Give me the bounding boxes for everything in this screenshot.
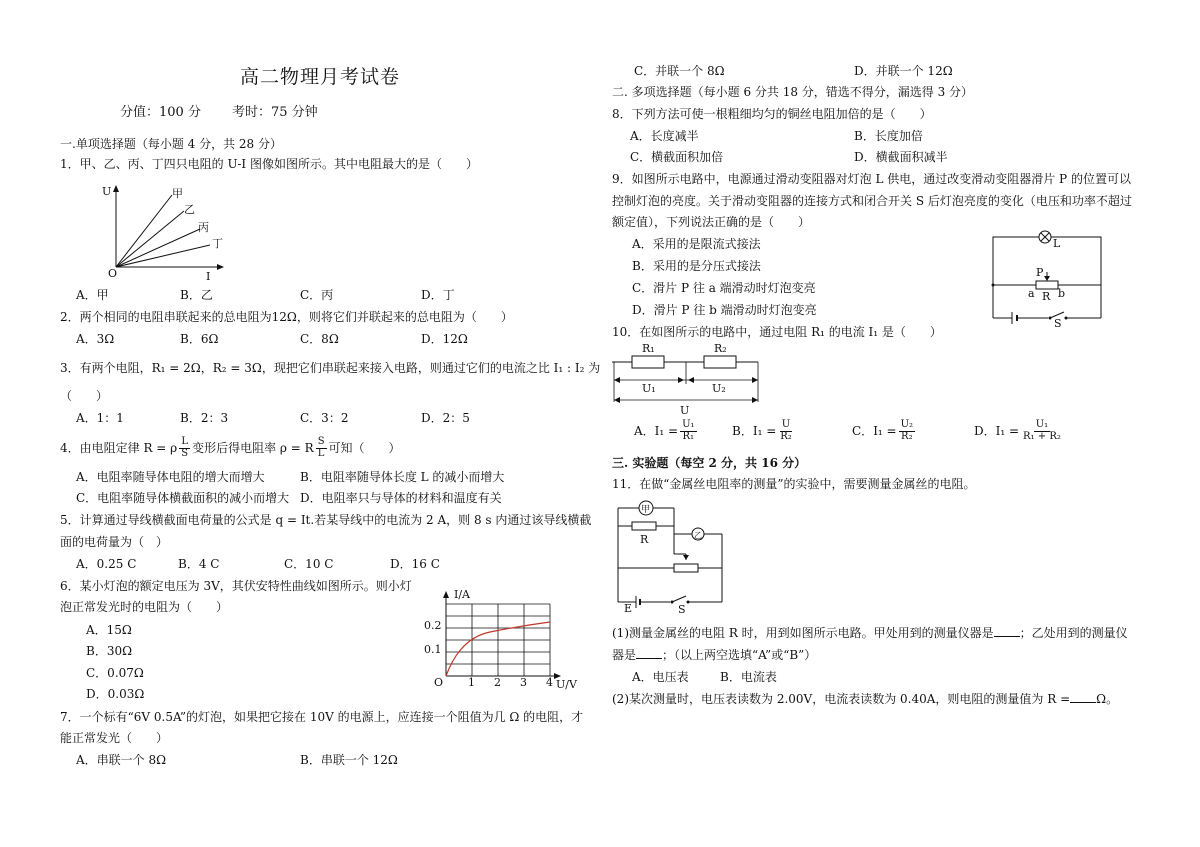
q10-text: 10．在如图所示的电路中，通过电阻 R₁ 的电流 I₁ 是（ ） bbox=[612, 325, 942, 339]
q3-option-d[interactable]: D．2：5 bbox=[421, 411, 470, 425]
q1-option-c[interactable]: C．丙 bbox=[300, 288, 334, 302]
q6-option-d[interactable]: D．0.03Ω bbox=[86, 687, 145, 701]
q10-d-frac bbox=[1021, 420, 1063, 442]
q4-option-c[interactable]: C．电阻率随导体横截面积的减小而增大 bbox=[76, 491, 290, 505]
q6-x-tick-4: 4 bbox=[546, 676, 553, 689]
q4-frac2-den: L bbox=[317, 447, 325, 459]
q8-option-a[interactable]: A．长度减半 bbox=[630, 129, 699, 143]
q10-a-label: A． bbox=[634, 424, 655, 438]
q11-p1-text-b: ；乙处用到的测量仪 bbox=[1019, 626, 1128, 640]
q11-p1-text-d: ；（以上两空选填“A”或“B”） bbox=[662, 648, 817, 662]
q8-option-d[interactable]: D．横截面积减半 bbox=[854, 150, 948, 164]
q10-b-lhs: I₁ = bbox=[752, 424, 777, 438]
q9-circuit bbox=[988, 228, 1106, 328]
q6-y-tick-02: 0.2 bbox=[424, 619, 442, 632]
q6-y-tick-01: 0.1 bbox=[424, 643, 442, 656]
q7-option-d[interactable]: D．并联一个 12Ω bbox=[854, 64, 953, 78]
q11-p1-text-a: (1)测量金属丝的电阻 R 时，用到如图所示电路。甲处用到的测量仪器是 bbox=[612, 626, 994, 640]
q1-origin: O bbox=[108, 267, 118, 280]
q10-c-label: C． bbox=[852, 424, 874, 438]
q9-line2: 控制灯泡的亮度。关于滑动变阻器的连接方式和闭合开关 S 后灯泡亮度的变化（电压和功率不超过 bbox=[612, 194, 1132, 208]
q10-a-num: U₁ bbox=[682, 419, 695, 430]
q1-line-ding: 丁 bbox=[212, 237, 223, 250]
q9-option-d[interactable]: D．滑片 P 往 b 端滑动时灯泡变亮 bbox=[632, 303, 817, 317]
q4-option-b[interactable]: B．电阻率随导体长度 L 的减小而增大 bbox=[300, 470, 505, 484]
q9-end-b: b bbox=[1058, 287, 1066, 300]
section2-heading: 二. 多项选择题（每小题 6 分共 18 分，错选不得分，漏选得 3 分） bbox=[612, 85, 974, 99]
q4-frac1-den: S bbox=[181, 447, 189, 459]
q11-e-label: E bbox=[624, 602, 633, 615]
q11-part1-line2 bbox=[612, 649, 816, 661]
q10-option-c[interactable] bbox=[852, 420, 917, 442]
q6-x-tick-1: 1 bbox=[468, 676, 475, 689]
q9-option-a[interactable]: A．采用的是限流式接法 bbox=[632, 237, 761, 251]
q10-b-den: R₂ bbox=[780, 430, 792, 442]
q2-option-d[interactable]: D．12Ω bbox=[421, 332, 468, 346]
q11-text: 11．在做“金属丝电阻率的测量”的实验中，需要测量金属丝的电阻。 bbox=[612, 477, 976, 491]
q11-jia-label: 甲 bbox=[641, 505, 651, 515]
exam-score: 分值：100 分 bbox=[120, 105, 201, 120]
q11-part2 bbox=[612, 693, 1118, 705]
q4-frac-1 bbox=[179, 437, 190, 459]
q8-option-b[interactable]: B．长度加倍 bbox=[854, 129, 923, 143]
q4-option-a[interactable]: A．电阻率随导体电阻的增大而增大 bbox=[76, 470, 265, 484]
q10-a-den: R₁ bbox=[682, 430, 695, 442]
q4-text-b: 变形后得电阻率 ρ = R bbox=[192, 441, 314, 455]
q3-option-b[interactable]: B．2：3 bbox=[180, 411, 229, 425]
q10-c-frac bbox=[899, 420, 915, 442]
q10-option-a[interactable] bbox=[634, 420, 699, 442]
q10-d-lhs: I₁ = bbox=[995, 424, 1020, 438]
q5-line2: 面的电荷量为（ ） bbox=[60, 535, 169, 549]
q11-blank-3[interactable] bbox=[1070, 693, 1096, 703]
q10-d-num: U₁ bbox=[1035, 419, 1049, 430]
q6-x-tick-2: 2 bbox=[494, 676, 501, 689]
q10-d-den: R₁ + R₂ bbox=[1023, 430, 1061, 442]
q9-line1: 9．如图所示电路中，电源通过滑动变阻器对灯泡 L 供电，通过改变滑动变阻器滑片 P 的位置可以 bbox=[612, 172, 1131, 186]
q4-text bbox=[60, 437, 401, 459]
section3-heading: 三. 实验题（每空 2 分，共 16 分） bbox=[612, 456, 807, 470]
q10-c-lhs: I₁ = bbox=[873, 424, 897, 438]
q10-circuit bbox=[612, 340, 762, 418]
q3-paren: （ ） bbox=[60, 389, 109, 403]
q6-origin: O bbox=[434, 676, 444, 689]
q4-frac-2 bbox=[316, 437, 327, 459]
exam-title: 高二物理月考试卷 bbox=[240, 66, 401, 88]
q2-text: 2．两个相同的电阻串联起来的总电阻为12Ω，则将它们并联起来的总电阻为（ ） bbox=[60, 310, 513, 324]
q6-x-tick-3: 3 bbox=[520, 676, 527, 689]
q9-end-a: a bbox=[1028, 287, 1035, 300]
q3-option-a[interactable]: A．1：1 bbox=[76, 411, 124, 425]
q10-b-label: B． bbox=[732, 424, 753, 438]
q10-r2-label: R₂ bbox=[714, 342, 727, 355]
q1-option-d[interactable]: D．丁 bbox=[421, 288, 455, 302]
q4-text-c: 可知（ ） bbox=[328, 441, 401, 455]
q1-axis-i: I bbox=[206, 270, 211, 283]
q10-c-den: R₂ bbox=[901, 430, 913, 442]
q11-p2-text-a: (2)某次测量时，电压表读数为 2.00V，电流表读数为 0.40A，则电阻的测量值为 R = bbox=[612, 692, 1071, 706]
q11-blank-2[interactable] bbox=[636, 649, 662, 659]
q1-ui-graph bbox=[100, 183, 240, 283]
q10-b-frac bbox=[778, 420, 794, 442]
q4-option-d[interactable]: D．电阻率只与导体的材料和温度有关 bbox=[300, 491, 502, 505]
q7-line1: 7．一个标有“6V 0.5A”的灯泡，如果把它接在 10V 的电源上，应连接一个阻值为几 Ω 的电阻，才 bbox=[60, 710, 584, 724]
q10-option-d[interactable] bbox=[974, 420, 1065, 442]
q9-option-b[interactable]: B．采用的是分压式接法 bbox=[632, 259, 761, 273]
q9-switch-label: S bbox=[1054, 317, 1062, 330]
q4-frac1-num: L bbox=[181, 436, 188, 447]
q7-option-b[interactable]: B．串联一个 12Ω bbox=[300, 753, 398, 767]
q5-option-c[interactable]: C．10 C bbox=[284, 557, 334, 571]
q11-option-a[interactable]: A．电压表 bbox=[632, 670, 689, 684]
q11-blank-1[interactable] bbox=[994, 627, 1020, 637]
q1-line-yi: 乙 bbox=[184, 203, 195, 216]
exam-time: 考时：75 分钟 bbox=[232, 105, 318, 120]
q2-option-b[interactable]: B．6Ω bbox=[180, 332, 219, 346]
q6-line1: 6．某小灯泡的额定电压为 3V，其伏安特性曲线如图所示。则小灯 bbox=[60, 579, 412, 593]
q6-line2: 泡正常发光时的电阻为（ ） bbox=[60, 600, 229, 614]
q5-option-b[interactable]: B．4 C bbox=[178, 557, 220, 571]
q11-circuit bbox=[612, 498, 736, 616]
q10-a-frac bbox=[680, 420, 696, 442]
q11-s-label: S bbox=[678, 603, 686, 616]
q6-option-b[interactable]: B．30Ω bbox=[86, 644, 133, 658]
q9-line3: 额定值），下列说法正确的是（ ） bbox=[612, 215, 811, 229]
q7-option-a[interactable]: A．串联一个 8Ω bbox=[76, 753, 167, 767]
q9-slider-label: P bbox=[1036, 266, 1044, 279]
q10-option-b[interactable] bbox=[732, 420, 796, 442]
q11-part1-line1 bbox=[612, 627, 1128, 639]
q10-r1-label: R₁ bbox=[642, 342, 655, 355]
q10-u-label: U bbox=[680, 404, 690, 417]
q8-option-c[interactable]: C．横截面积加倍 bbox=[630, 150, 724, 164]
q1-line-jia: 甲 bbox=[172, 187, 183, 200]
q11-p2-text-b: Ω。 bbox=[1096, 692, 1119, 706]
q9-lamp-label: L bbox=[1053, 237, 1061, 250]
section1-heading: 一.单项选择题（每小题 4 分，共 28 分） bbox=[60, 137, 282, 151]
q3-option-c[interactable]: C．3：2 bbox=[300, 411, 349, 425]
q11-yi-label: 乙 bbox=[694, 531, 702, 540]
q5-option-a[interactable]: A．0.25 C bbox=[76, 557, 137, 571]
q5-option-d[interactable]: D．16 C bbox=[390, 557, 440, 571]
q10-d-label: D． bbox=[974, 424, 996, 438]
q1-text: 1．甲、乙、丙、丁四只电阻的 U-I 图像如图所示。其中电阻最大的是（ ） bbox=[60, 157, 478, 171]
q4-text-a: 4．由电阻定律 R = ρ bbox=[60, 441, 178, 455]
q6-x-label: U/V bbox=[556, 678, 577, 691]
q10-c-num: U₂ bbox=[900, 419, 914, 430]
q6-iv-graph bbox=[424, 588, 600, 691]
q1-option-b[interactable]: B．乙 bbox=[180, 288, 213, 302]
q2-option-a[interactable]: A．3Ω bbox=[76, 332, 115, 346]
q7-option-c[interactable]: C．并联一个 8Ω bbox=[634, 64, 725, 78]
q9-option-c[interactable]: C．滑片 P 往 a 端滑动时灯泡变亮 bbox=[632, 281, 816, 295]
q5-line1: 5．计算通过导线横截面电荷量的公式是 q = It.若某导线中的电流为 2 A，则 8 s 内通过该导线横截 bbox=[60, 513, 592, 527]
q10-b-num: U bbox=[781, 419, 791, 430]
q10-u1-label: U₁ bbox=[642, 382, 656, 395]
q6-y-label: I/A bbox=[454, 588, 470, 601]
q8-text: 8．下列方法可使一根粗细均匀的铜丝电阻加倍的是（ ） bbox=[612, 107, 932, 121]
q10-a-lhs: I₁ = bbox=[654, 424, 679, 438]
q11-option-b[interactable]: B．电流表 bbox=[720, 670, 777, 684]
q1-line-bing: 丙 bbox=[198, 221, 209, 234]
q6-option-c[interactable]: C．0.07Ω bbox=[86, 666, 144, 680]
q10-u2-label: U₂ bbox=[712, 382, 726, 395]
q1-axis-u: U bbox=[102, 185, 112, 198]
q3-text: 3．有两个电阻，R₁ = 2Ω，R₂ = 3Ω，现把它们串联起来接入电路，则通过它们的电流之比 I₁ : I₂ 为 bbox=[60, 361, 601, 375]
q1-option-a[interactable]: A．甲 bbox=[76, 288, 109, 302]
q2-option-c[interactable]: C．8Ω bbox=[300, 332, 339, 346]
q7-line2: 能正常发光（ ） bbox=[60, 731, 169, 745]
q11-p1-text-c: 器是 bbox=[612, 648, 637, 662]
q6-option-a[interactable]: A．15Ω bbox=[86, 623, 132, 637]
q4-frac2-num: S bbox=[317, 436, 325, 447]
q9-r-label: R bbox=[1042, 290, 1051, 303]
q11-r-label: R bbox=[640, 533, 649, 546]
